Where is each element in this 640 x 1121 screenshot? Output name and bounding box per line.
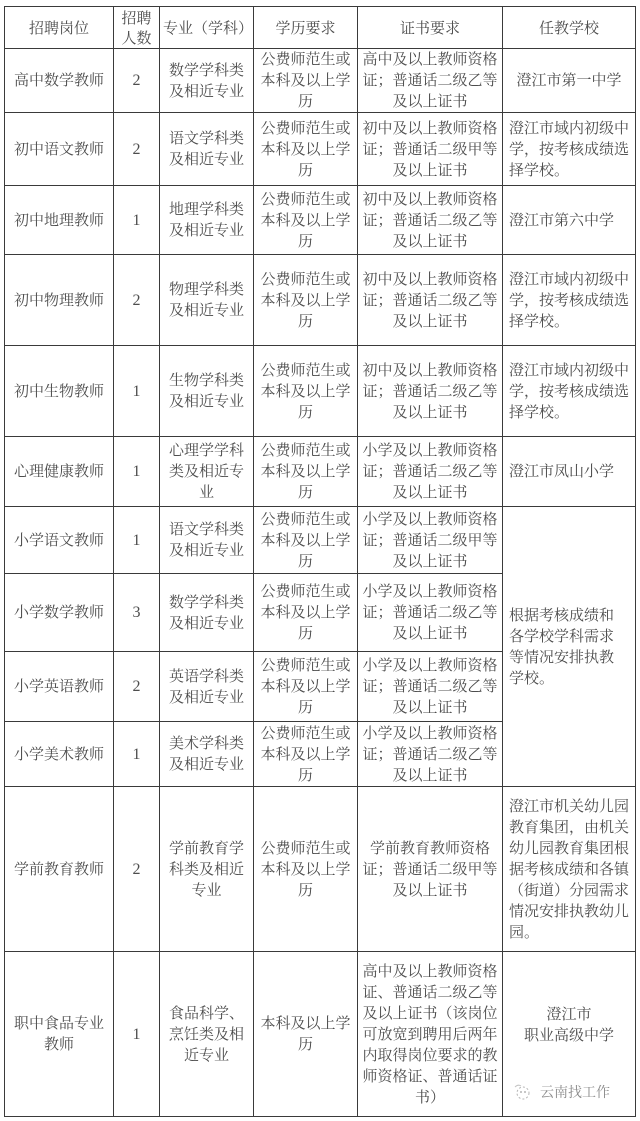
cell-major: 语文学科类及相近专业 — [160, 113, 254, 186]
header-school: 任教学校 — [503, 7, 636, 49]
cell-major: 生物学科类及相近专业 — [160, 346, 254, 437]
cell-major: 学前教育学科类及相近专业 — [160, 787, 254, 952]
table-row — [5, 437, 636, 507]
cell-position: 初中语文教师 — [5, 113, 114, 186]
table-row — [5, 186, 636, 255]
cell-major: 美术学科类及相近专业 — [160, 722, 254, 787]
table-row — [5, 49, 636, 113]
recruitment-table — [4, 6, 636, 1117]
cell-major: 物理学科类及相近专业 — [160, 255, 254, 346]
cell-school-merged: 根据考核成绩和各学校学科需求等情况安排执教学校。 — [503, 507, 636, 787]
cell-count: 2 — [114, 49, 160, 113]
header-row — [5, 7, 636, 49]
cell-school: 澄江市域内初级中学，按考核成绩选择学校。 — [503, 113, 636, 186]
cell-school: 澄江市第一中学 — [503, 49, 636, 113]
cell-position: 职中食品专业教师 — [5, 952, 114, 1117]
cell-education: 公费师范生或本科及以上学历 — [254, 574, 358, 652]
cell-certificate: 初中及以上教师资格证；普通话二级乙等及以上证书 — [358, 346, 503, 437]
cell-major: 语文学科类及相近专业 — [160, 507, 254, 574]
cell-school: 澄江市凤山小学 — [503, 437, 636, 507]
cell-school: 澄江市机关幼儿园教育集团，由机关幼儿园教育集团根据考核成绩和各镇（街道）分园需求情况安排执教幼儿园。 — [503, 787, 636, 952]
school-line-1: 澄江市 — [546, 1005, 592, 1023]
table-row — [5, 113, 636, 186]
header-major: 专业（学科） — [160, 7, 254, 49]
cell-position: 小学美术教师 — [5, 722, 114, 787]
cell-certificate: 初中及以上教师资格证；普通话二级乙等及以上证书 — [358, 255, 503, 346]
cell-school: 澄江市域内初级中学，按考核成绩选择学校。 — [503, 255, 636, 346]
cell-education: 公费师范生或本科及以上学历 — [254, 652, 358, 722]
cell-count: 1 — [114, 346, 160, 437]
cell-school: 澄江市域内初级中学，按考核成绩选择学校。 — [503, 346, 636, 437]
cell-education: 公费师范生或本科及以上学历 — [254, 113, 358, 186]
cell-count: 2 — [114, 652, 160, 722]
cell-education: 公费师范生或本科及以上学历 — [254, 722, 358, 787]
cell-position: 初中物理教师 — [5, 255, 114, 346]
wechat-channel-icon — [512, 1083, 534, 1101]
watermark — [512, 1082, 610, 1102]
watermark-text: 云南找工作 — [540, 1085, 610, 1101]
cell-certificate: 小学及以上教师资格证；普通话二级乙等及以上证书 — [358, 652, 503, 722]
cell-count: 1 — [114, 722, 160, 787]
cell-major: 食品科学、烹饪类及相近专业 — [160, 952, 254, 1117]
cell-position: 小学英语教师 — [5, 652, 114, 722]
cell-certificate: 高中及以上教师资格证、普通话二级乙等及以上证书（该岗位可放宽到聘用后两年内取得岗位要求的教师资格证、普通话证书） — [358, 952, 503, 1117]
header-certificate: 证书要求 — [358, 7, 503, 49]
cell-count: 3 — [114, 574, 160, 652]
cell-count: 1 — [114, 186, 160, 255]
cell-education: 本科及以上学历 — [254, 952, 358, 1117]
cell-major: 心理学学科类及相近专业 — [160, 437, 254, 507]
cell-education: 公费师范生或本科及以上学历 — [254, 787, 358, 952]
cell-school: 澄江市第六中学 — [503, 186, 636, 255]
header-count: 招聘人数 — [114, 7, 160, 49]
cell-position: 初中生物教师 — [5, 346, 114, 437]
cell-certificate: 小学及以上教师资格证；普通话二级乙等及以上证书 — [358, 574, 503, 652]
cell-certificate: 初中及以上教师资格证；普通话二级甲等及以上证书 — [358, 113, 503, 186]
recruitment-table-container — [4, 6, 636, 1117]
table-row — [5, 346, 636, 437]
cell-count: 2 — [114, 255, 160, 346]
header-education: 学历要求 — [254, 7, 358, 49]
cell-major: 英语学科类及相近专业 — [160, 652, 254, 722]
cell-position: 高中数学教师 — [5, 49, 114, 113]
cell-major: 数学学科类及相近专业 — [160, 49, 254, 113]
cell-education: 公费师范生或本科及以上学历 — [254, 437, 358, 507]
cell-position: 初中地理教师 — [5, 186, 114, 255]
cell-education: 公费师范生或本科及以上学历 — [254, 49, 358, 113]
school-line-2: 职业高级中学 — [523, 1026, 614, 1044]
cell-certificate: 高中及以上教师资格证；普通话二级乙等及以上证书 — [358, 49, 503, 113]
cell-education: 公费师范生或本科及以上学历 — [254, 346, 358, 437]
cell-position: 学前教育教师 — [5, 787, 114, 952]
cell-position: 心理健康教师 — [5, 437, 114, 507]
table-row — [5, 507, 636, 574]
cell-certificate: 学前教育教师资格证；普通话二级甲等及以上证书 — [358, 787, 503, 952]
cell-count: 1 — [114, 952, 160, 1117]
cell-certificate: 小学及以上教师资格证；普通话二级乙等及以上证书 — [358, 437, 503, 507]
cell-certificate: 初中及以上教师资格证；普通话二级乙等及以上证书 — [358, 186, 503, 255]
table-row — [5, 255, 636, 346]
cell-certificate: 小学及以上教师资格证；普通话二级甲等及以上证书 — [358, 507, 503, 574]
table-row — [5, 787, 636, 952]
cell-position: 小学语文教师 — [5, 507, 114, 574]
cell-major: 地理学科类及相近专业 — [160, 186, 254, 255]
cell-education: 公费师范生或本科及以上学历 — [254, 255, 358, 346]
cell-major: 数学学科类及相近专业 — [160, 574, 254, 652]
cell-count: 2 — [114, 787, 160, 952]
cell-count: 2 — [114, 113, 160, 186]
header-position: 招聘岗位 — [5, 7, 114, 49]
cell-education: 公费师范生或本科及以上学历 — [254, 186, 358, 255]
cell-education: 公费师范生或本科及以上学历 — [254, 507, 358, 574]
cell-count: 1 — [114, 437, 160, 507]
cell-certificate: 小学及以上教师资格证；普通话二级乙等及以上证书 — [358, 722, 503, 787]
cell-count: 1 — [114, 507, 160, 574]
cell-position: 小学数学教师 — [5, 574, 114, 652]
